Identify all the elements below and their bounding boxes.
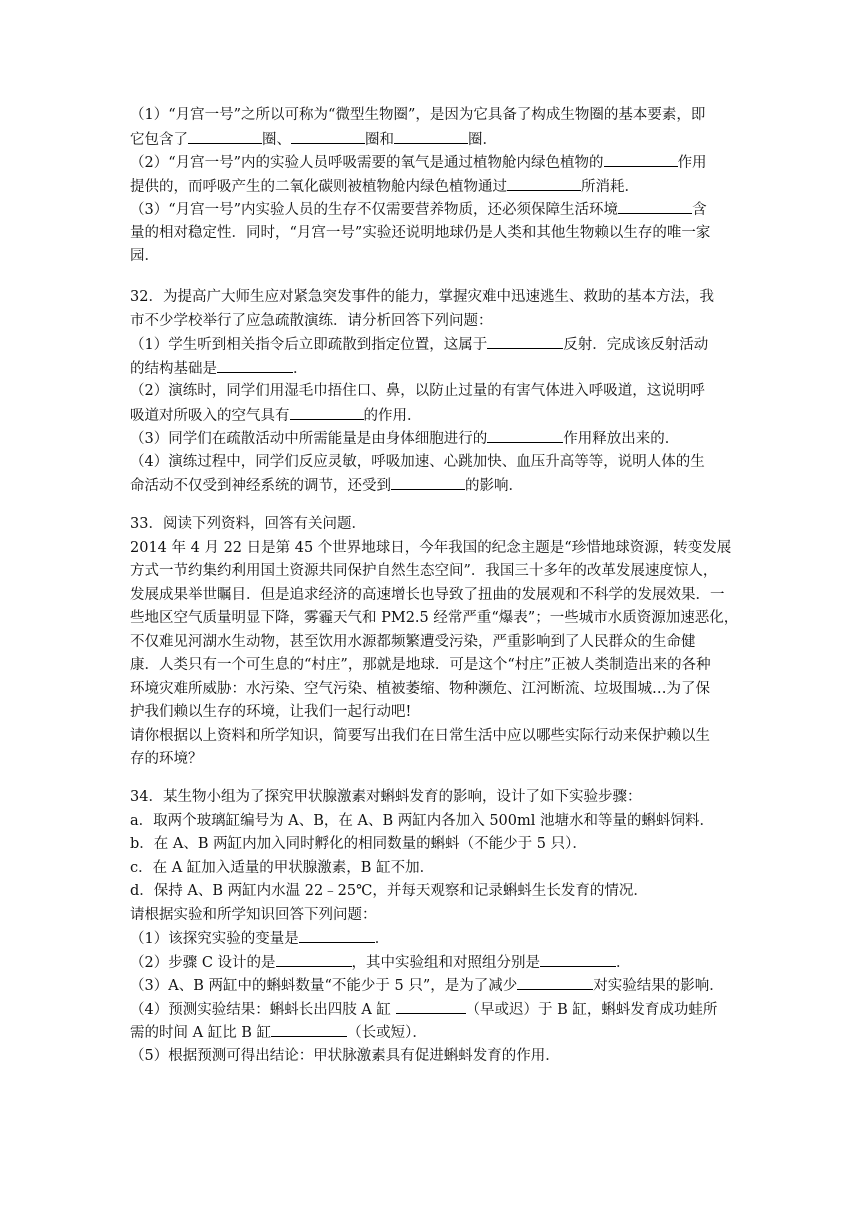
text: 不仅难见河湖水生动物，甚至饮用水源都频繁遭受污染，严重影响到了人民群众的生命健	[130, 633, 696, 650]
text: （4）预测实验结果：蝌蚪长出四肢 A 缸	[130, 1001, 396, 1018]
text: （2）步骤 C 设计的是	[130, 954, 276, 971]
text: 2014 年 4 月 22 日是第 45 个世界地球日，今年我国的纪念主题是“珍惜地球资源，转变发展	[130, 539, 732, 556]
text-line	[130, 245, 732, 269]
text-line	[130, 927, 732, 951]
answer-blank[interactable]	[299, 927, 375, 943]
text: 发展成果举世瞩目．但是追求经济的高速增长也导致了扭曲的发展观和不科学的发展效果．一	[130, 586, 725, 603]
answer-blank[interactable]	[517, 974, 593, 990]
text: 吸道对所吸入的空气具有	[130, 407, 290, 424]
text-line	[130, 175, 732, 199]
text: b．在 A、B 两缸内加入同时孵化的相同数量的蝌蚪（不能少于 5 只）．	[130, 836, 587, 852]
text: 的影响．	[465, 478, 523, 494]
text: （3）“月宫一号”内实验人员的生存不仅需要营养物质，还必须保障生活环境	[130, 202, 619, 218]
text-line	[130, 537, 732, 561]
text: ．	[616, 954, 631, 971]
text-line	[130, 833, 732, 857]
text-line	[130, 198, 732, 222]
answer-blank[interactable]	[391, 474, 465, 490]
text-line	[130, 810, 732, 834]
text-line	[130, 904, 732, 928]
text: （1）该探究实验的变量是	[130, 931, 299, 947]
answer-blank[interactable]	[291, 128, 365, 144]
text-line	[130, 748, 732, 772]
text: （5）根据预测可得出结论：甲状脉激素具有促进蝌蚪发育的作用．	[130, 1047, 560, 1064]
answer-blank[interactable]	[604, 151, 678, 167]
text-line	[130, 631, 732, 655]
text-line	[130, 513, 732, 537]
text-line	[130, 857, 732, 881]
text: 环境灾难所威胁：水污染、空气污染、植被萎缩、物种濒危、江河断流、垃圾围城…为了保	[130, 680, 710, 697]
text: d．保持 A、B 两缸内水温 22﹣25℃，并每天观察和记录蝌蚪生长发育的情况．	[130, 883, 648, 899]
answer-blank[interactable]	[217, 357, 293, 373]
text: a．取两个玻璃缸编号为 A、B，在 A、B 两缸内各加入 500ml 池塘水和等量的蝌蚪饲料．	[130, 812, 715, 829]
answer-blank[interactable]	[188, 128, 262, 144]
text-line	[130, 974, 732, 998]
text: 请你根据以上资料和所学知识，简要写出我们在日常生活中应以哪些实际行动来保护赖以生	[130, 727, 710, 744]
text: 市不少学校举行了应急疏散演练．请分析回答下列问题：	[130, 312, 493, 329]
text: 圈和	[365, 131, 394, 148]
text: （长或短）．	[347, 1025, 427, 1041]
text-line	[130, 286, 732, 310]
text: 园．	[130, 248, 159, 264]
text-line	[130, 357, 732, 381]
text-line	[130, 654, 732, 678]
text: 的作用．	[363, 407, 422, 424]
text-line	[130, 151, 732, 175]
text: 作用	[677, 155, 707, 171]
answer-blank[interactable]	[394, 128, 468, 144]
answer-blank[interactable]	[487, 333, 563, 349]
text: 含	[692, 202, 707, 218]
question-title: 34．某生物小组为了探究甲状腺激素对蝌蚪发育的影响，设计了如下实验步骤：	[130, 789, 642, 805]
text: 的结构基础是	[130, 360, 217, 377]
question-title: 32．为提高广大师生应对紧急突发事件的能力，掌握灾难中迅速逃生、救助的基本方法，我	[130, 289, 714, 305]
text: （2）“月宫一号”内的实验人员呼吸需要的氧气是通过植物舱内绿色植物的	[130, 155, 604, 171]
answer-blank[interactable]	[618, 198, 692, 214]
text-line	[130, 1021, 732, 1045]
text: ．	[293, 360, 308, 377]
text-line	[130, 404, 732, 428]
answer-blank[interactable]	[271, 1021, 347, 1037]
text: 些地区空气质量明显下降，雾霾天气和 PM2.5 经常严重“爆表”；一些城市水质资源加速恶化，	[130, 610, 739, 626]
text-line	[130, 998, 732, 1022]
text: 方式一节约集约利用国土资源共同保护自然生态空间”．我国三十多年的改革发展速度惊人，	[130, 563, 718, 579]
text-line	[130, 951, 732, 975]
text: 命活动不仅受到神经系统的调节，还受到	[130, 478, 391, 494]
text-line	[130, 380, 732, 404]
text: 它包含了	[130, 131, 188, 148]
text-line	[130, 451, 732, 475]
text: 反射．完成该反射活动	[563, 337, 709, 353]
text-line	[130, 104, 732, 128]
text: 所消耗．	[581, 178, 639, 195]
text: 作用释放出来的．	[563, 431, 680, 447]
text: 圈．	[468, 131, 497, 148]
text: 请根据实验和所学知识回答下列问题：	[130, 906, 377, 923]
text-line	[130, 607, 739, 631]
answer-blank[interactable]	[290, 404, 364, 420]
answer-blank[interactable]	[487, 427, 563, 443]
text: 存的环境？	[130, 751, 203, 767]
text-line	[130, 1045, 732, 1069]
text: （4）演练过程中，同学们反应灵敏，呼吸加速、心跳加快、血压升高等等，说明人体的生	[130, 453, 705, 470]
text: 提供的，而呼吸产生的二氧化碳则被植物舱内绿色植物通过	[130, 178, 507, 195]
text: （1）“月宫一号”之所以可称为“微型生物圈”，是因为它具备了构成生物圈的基本要素，即	[130, 107, 706, 123]
text-line	[130, 880, 732, 904]
text-line	[130, 701, 732, 725]
question-33	[130, 513, 739, 772]
text-line	[130, 584, 732, 608]
question-title: 33．阅读下列资料，回答有关问题．	[130, 516, 366, 532]
text: 需的时间 A 缸比 B 缸	[130, 1025, 272, 1041]
text: （1）学生听到相关指令后立即疏散到指定位置，这属于	[130, 337, 488, 353]
question-31	[130, 104, 732, 269]
text: 康．人类只有一个可生息的“村庄”，那就是地球．可是这个“村庄”正被人类制造出来的各种	[130, 657, 711, 673]
text: （3）A、B 两缸中的蝌蚪数量“不能少于 5 只”，是为了减少	[130, 978, 518, 994]
text-line	[130, 786, 732, 810]
answer-blank[interactable]	[276, 951, 352, 967]
text: （早或迟）于 B 缸，蝌蚪发育成功蛙所	[465, 1001, 718, 1018]
answer-blank[interactable]	[540, 951, 616, 967]
text-line	[130, 310, 732, 334]
text: 对实验结果的影响．	[593, 978, 724, 994]
answer-blank[interactable]	[507, 175, 581, 191]
text-line	[130, 128, 732, 152]
answer-blank[interactable]	[396, 998, 466, 1014]
text: （2）演练时，同学们用湿毛巾捂住口、鼻，以防止过量的有害气体进入呼吸道，这说明呼	[130, 383, 705, 399]
text: 圈、	[262, 131, 291, 148]
text: ，其中实验组和对照组分别是	[351, 954, 541, 971]
question-34	[130, 786, 732, 1068]
text: c．在 A 缸加入适量的甲状腺激素，B 缸不加．	[130, 859, 435, 876]
text-line	[130, 222, 732, 246]
text-line	[130, 725, 732, 749]
question-32	[130, 286, 732, 498]
text: 量的相对稳定性．同时，“月宫一号”实验还说明地球仍是人类和其他生物赖以生存的唯一家	[130, 224, 711, 241]
text-line	[130, 333, 732, 357]
text: 护我们赖以生存的环境，让我们一起行动吧!	[130, 704, 412, 720]
text: （3）同学们在疏散活动中所需能量是由身体细胞进行的	[130, 431, 488, 447]
text: ．	[374, 931, 390, 947]
text-line	[130, 427, 732, 451]
text-line	[130, 560, 732, 584]
text-line	[130, 474, 732, 498]
text-line	[130, 678, 732, 702]
